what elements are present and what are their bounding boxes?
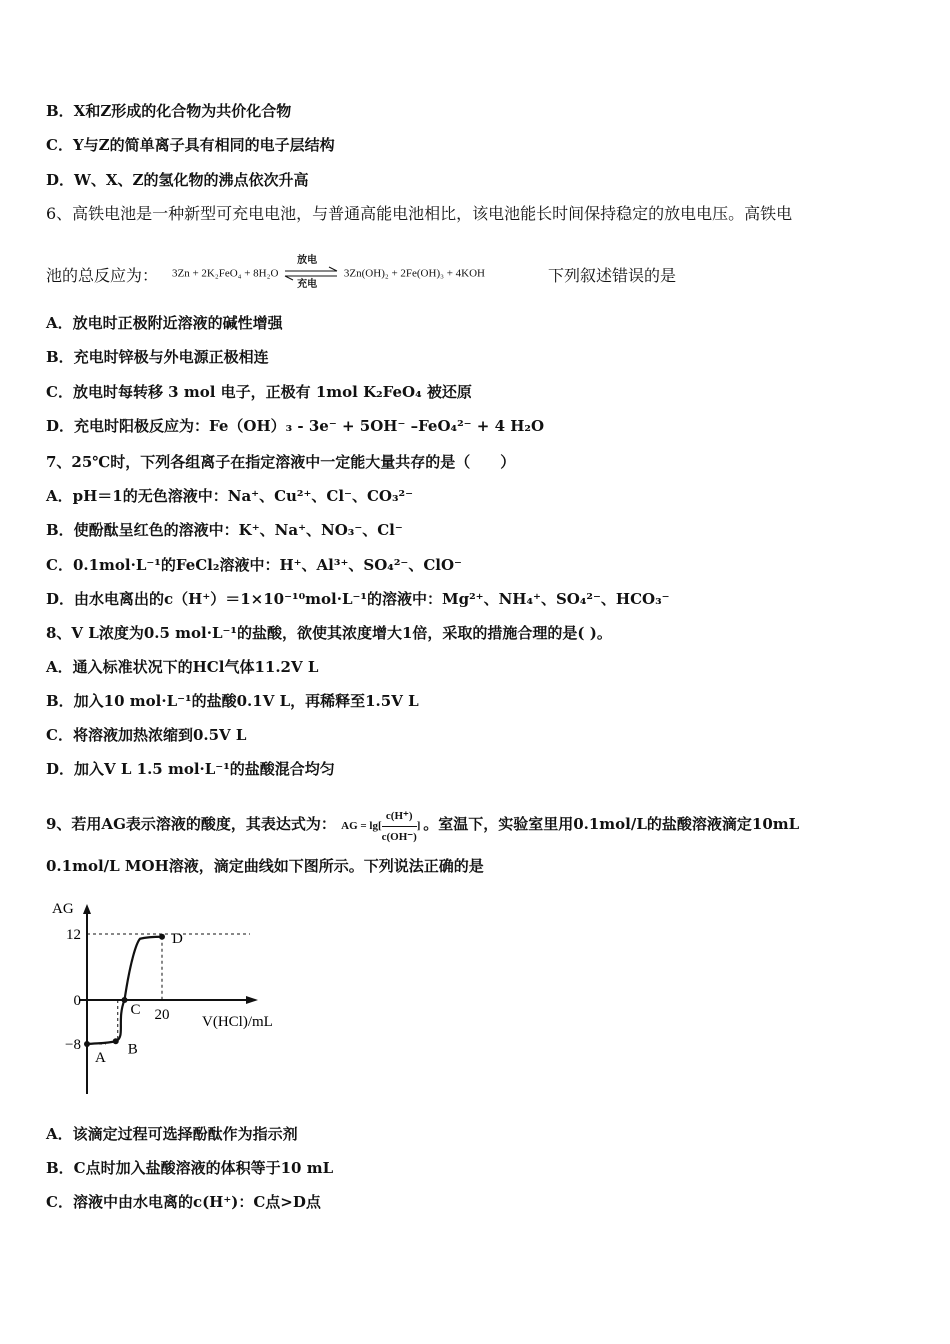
- q8-option-a: A．通入标准状况下的HCl气体11.2V L: [46, 658, 319, 676]
- y-axis-arrow-icon: [83, 904, 91, 914]
- q9-formula-fraction: [382, 806, 417, 847]
- q6-option-a-text: A．放电时正极附近溶液的碱性增强: [46, 314, 283, 332]
- titration-curve: [87, 937, 162, 1044]
- data-point-b: [113, 1038, 119, 1044]
- q8-option-d: D．加入V L 1.5 mol·L⁻¹的盐酸混合均匀: [46, 760, 335, 778]
- q9-option-b: B．C点时加入盐酸溶液的体积等于10 mL: [46, 1159, 334, 1177]
- q9-option-c: C．溶液中由水电离的c(H⁺)：C点>D点: [46, 1193, 321, 1211]
- q6-equation: [172, 255, 485, 290]
- q6-eq-bottom: 充电: [297, 279, 318, 290]
- y-tick-label: −8: [65, 1037, 81, 1053]
- q7-stem: 7、25℃时，下列各组离子在指定溶液中一定能大量共存的是（ ）: [46, 453, 516, 471]
- q9-stem-prefix: 9、若用AG表示溶液的酸度，其表达式为：: [46, 815, 336, 834]
- data-point-d: [159, 934, 165, 940]
- q6-eq-top: 放电: [297, 255, 318, 266]
- q6-option-c-text: C．放电时每转移 3 mol 电子，正极有 1mol K₂FeO₄ 被还原: [46, 383, 472, 401]
- q6-eq-left: 3Zn + 2K₂FeO₄ + 8H₂O: [172, 267, 279, 280]
- point-label-a: A: [95, 1050, 106, 1066]
- q8-option-b: B．加入10 mol·L⁻¹的盐酸0.1V L，再稀释至1.5V L: [46, 692, 419, 710]
- y-tick-label: 12: [66, 927, 81, 943]
- q6-stem-line1: 6、高铁电池是一种新型可充电电池，与普通高能电池相比，该电池能长时间保持稳定的放电电压。高铁电: [46, 204, 793, 223]
- q6-stem-prefix: 池的总反应为：: [46, 266, 159, 285]
- q6-option-b-text: B．充电时锌极与外电源正极相连: [46, 348, 269, 366]
- q6-option-b: [46, 347, 269, 367]
- data-point-a: [84, 1041, 90, 1047]
- y-axis-label: AG: [52, 901, 74, 917]
- q9-formula: [341, 810, 423, 843]
- q5-option-b: B．X和Z形成的化合物为共价化合物: [46, 102, 292, 120]
- q7-option-a: A．pH＝1的无色溶液中：Na⁺、Cu²⁺、Cl⁻、CO₃²⁻: [46, 487, 414, 505]
- q8-stem: 8、V L浓度为0.5 mol·L⁻¹的盐酸，欲使其浓度增大1倍，采取的措施合理的是( )。: [46, 624, 612, 642]
- q7-option-d: D．由水电离出的c（H⁺）＝1×10⁻¹⁰mol·L⁻¹的溶液中：Mg²⁺、NH₄⁺、SO₄²⁻、HCO₃⁻: [46, 590, 670, 608]
- q6-stem-line2: [46, 266, 158, 286]
- q9-formula-rhs: ]: [416, 820, 421, 833]
- q9-formula-den: c(OH⁻): [381, 831, 417, 843]
- q7-option-c: C．0.1mol·L⁻¹的FeCl₂溶液中：H⁺、Al³⁺、SO₄²⁻、ClO⁻: [46, 556, 462, 574]
- q9-stem-line1: [46, 806, 799, 847]
- q9-formula-lhs: AG = lg[: [341, 820, 382, 833]
- q6-eq-arrows: [281, 255, 341, 290]
- x-axis-label: V(HCl)/mL: [202, 1014, 273, 1030]
- q8-option-c: C．将溶液加热浓缩到0.5V L: [46, 726, 247, 744]
- x-axis-arrow-icon: [246, 996, 258, 1004]
- q9-stem-line2: 0.1mol/L MOH溶液，滴定曲线如下图所示。下列说法正确的是: [46, 857, 484, 875]
- q9-option-a: A．该滴定过程可选择酚酞作为指示剂: [46, 1125, 298, 1143]
- q6-option-a: [46, 313, 283, 333]
- q5-option-d: D．W、X、Z的氢化物的沸点依次升高: [46, 171, 309, 189]
- q5-option-c: C．Y与Z的简单离子具有相同的电子层结构: [46, 136, 335, 154]
- point-label-c: C: [130, 1002, 141, 1018]
- titration-curve-chart: [40, 896, 290, 1096]
- q6-option-d: D．充电时阳极反应为：Fe（OH）₃ - 3e⁻ + 5OH⁻ –FeO₄²⁻ + 4 H₂O: [46, 417, 545, 435]
- q6-stem-suffix: 下列叙述错误的是: [548, 266, 677, 285]
- data-point-c: [122, 997, 128, 1003]
- q7-option-b: B．使酚酞呈红色的溶液中：K⁺、Na⁺、NO₃⁻、Cl⁻: [46, 521, 403, 539]
- point-label-b: B: [127, 1041, 138, 1058]
- q9-stem-suffix: 。室温下，实验室里用0.1mol/L的盐酸溶液滴定10mL: [423, 815, 800, 834]
- q9-formula-num: c(H⁺): [382, 806, 417, 827]
- q6-eq-right: 3Zn(OH)₂ + 2Fe(OH)₃ + 4KOH: [343, 267, 485, 280]
- y-tick-label: 0: [73, 993, 81, 1009]
- x-tick-label: 20: [154, 1007, 170, 1023]
- point-label-d: D: [172, 930, 183, 947]
- q6-option-c: [46, 382, 472, 402]
